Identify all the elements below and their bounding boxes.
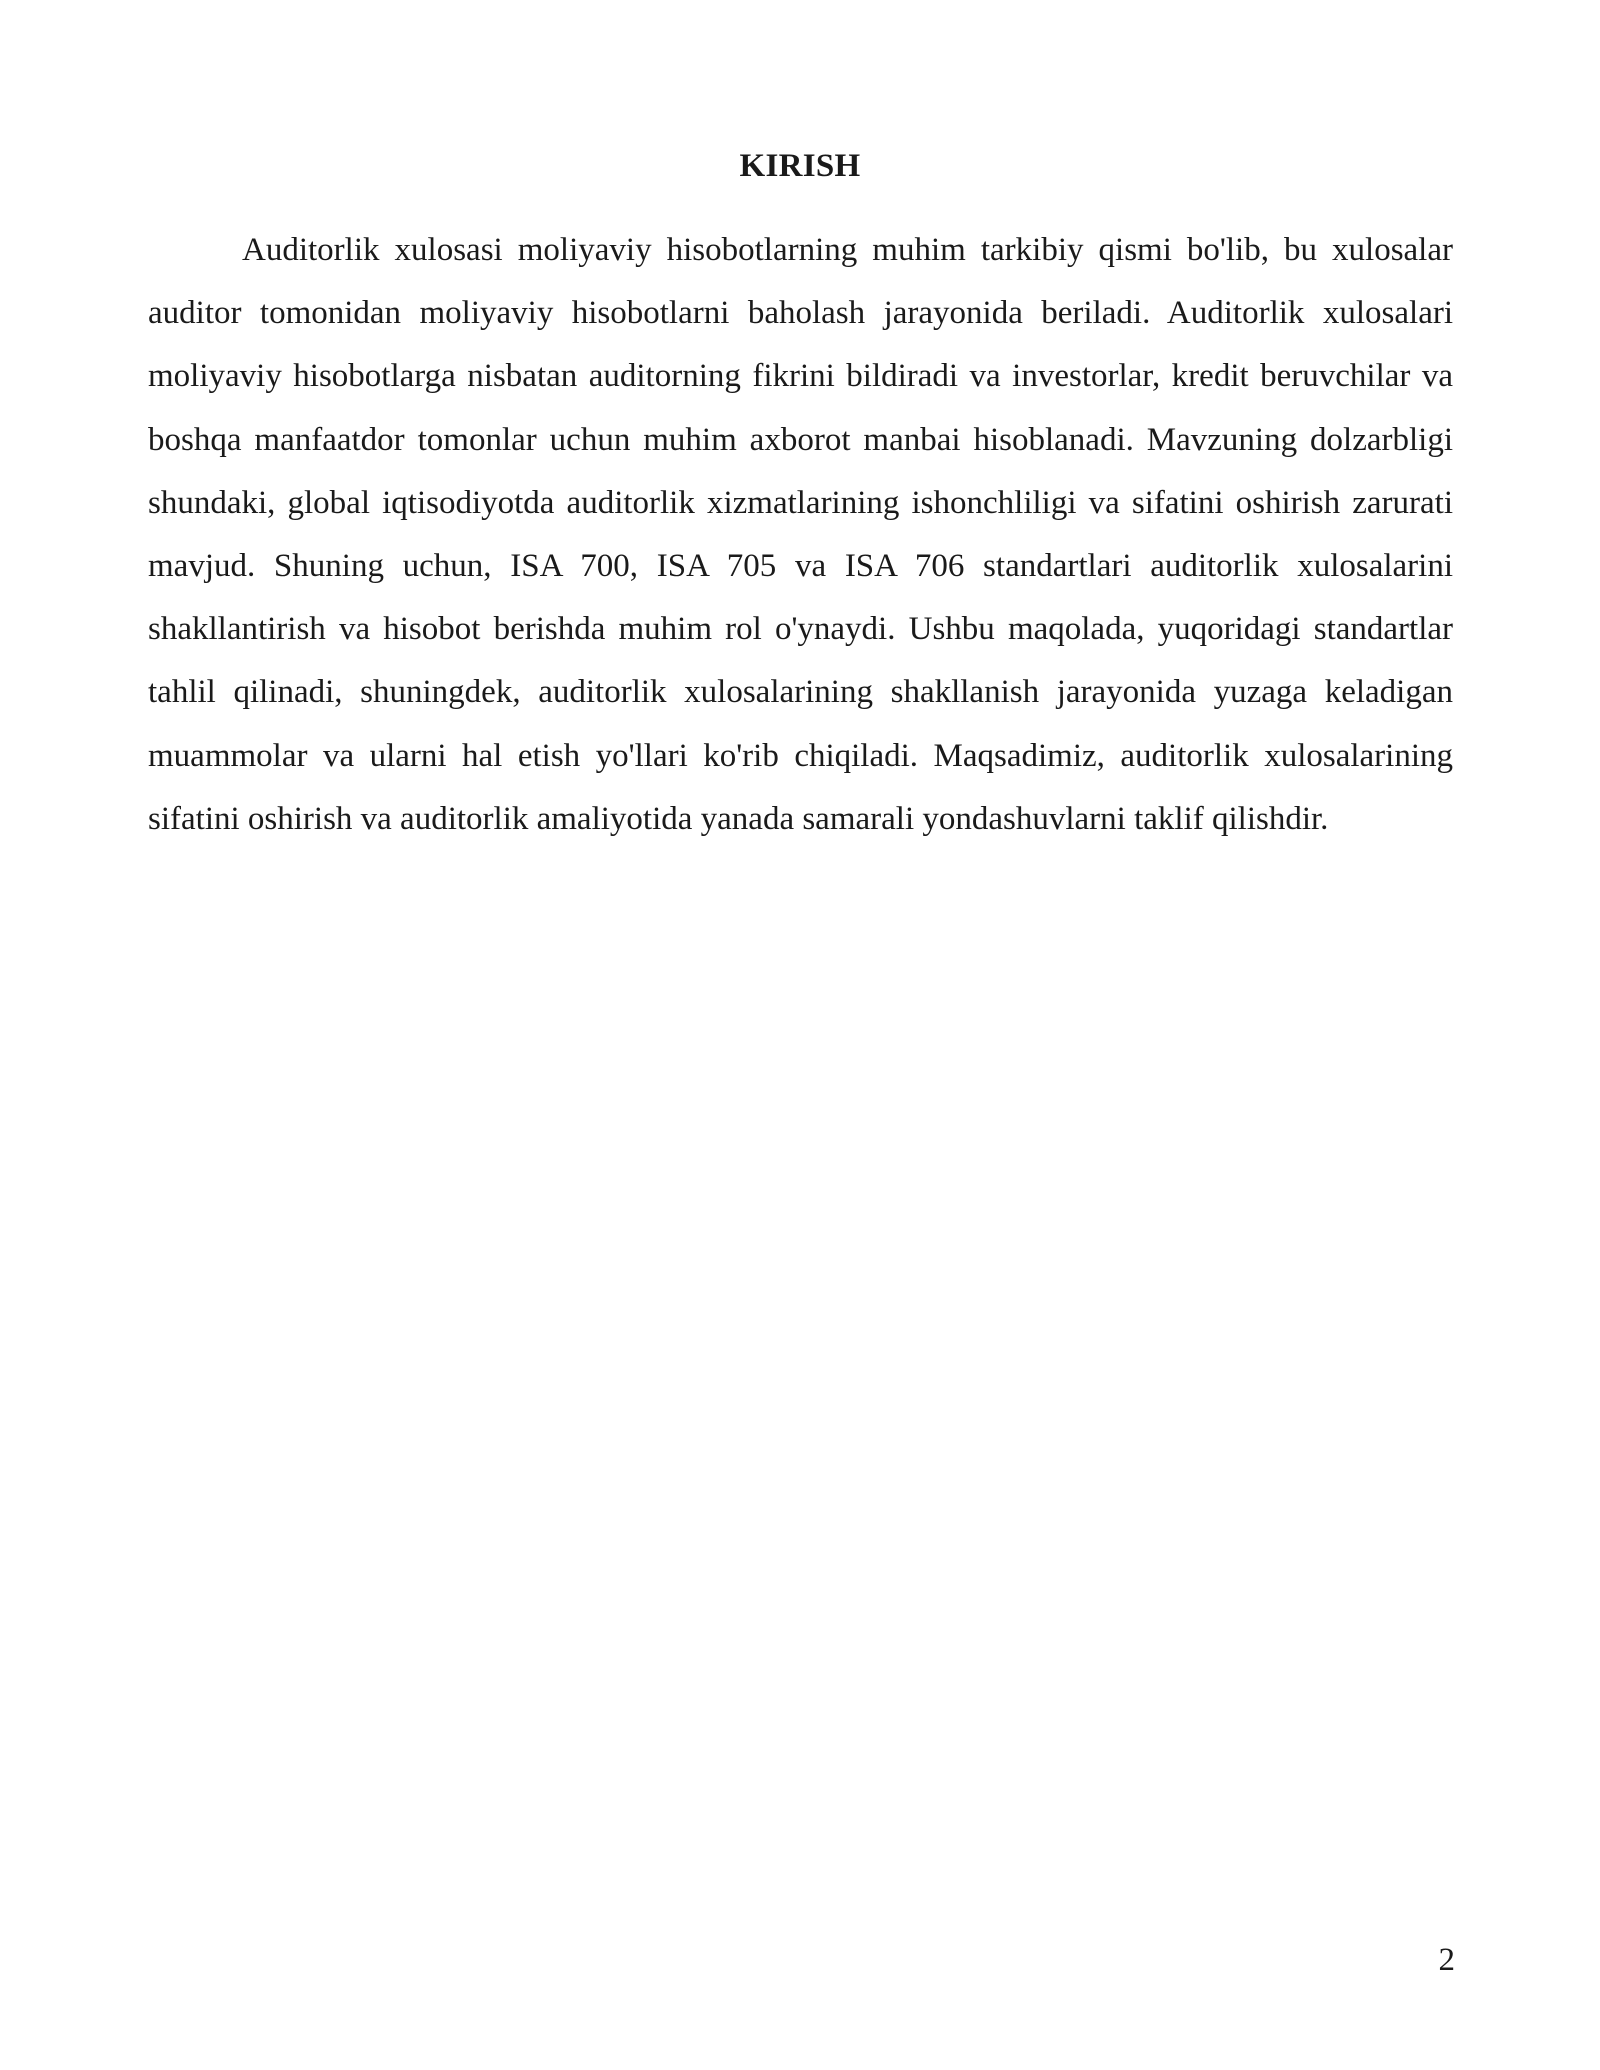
page-title: KIRISH [739,148,861,184]
page-number: 2 [1438,1942,1455,1978]
intro-paragraph: Auditorlik xulosasi moliyaviy hisobotlarning muhim tarkibiy qismi bo'lib, bu xulosalar auditor tomonidan moliyaviy hisobotlarni baholash jarayonida beriladi. Auditorlik xulosalari moliyaviy hisobotlarga nisbatan auditorning fikrini bildiradi va investorlar, kredit beruvchilar va boshqa manfaatdor tomonlar uchun muhim axborot manbai hisoblanadi. Mavzuning dolzarbligi shundaki, global iqtisodiyotda auditorlik xizmatlarining ishonchliligi va sifatini oshirish zarurati mavjud. Shuning uchun, ISA 700, ISA 705 va ISA 706 standartlari auditorlik xulosalarini shakllantirish va hisobot berishda muhim rol o'ynaydi. Ushbu maqolada, yuqoridagi standartlar tahlil qilinadi, shuningdek, auditorlik xulosalarining shakllanish jarayonida yuzaga keladigan muammolar va ularni hal etish yo'llari ko'rib chiqiladi. Maqsadimiz, auditorlik xulosalarining sifatini oshirish va auditorlik amaliyotida yanada samarali yondashuvlarni taklif qilishdir. [148,232,1453,837]
